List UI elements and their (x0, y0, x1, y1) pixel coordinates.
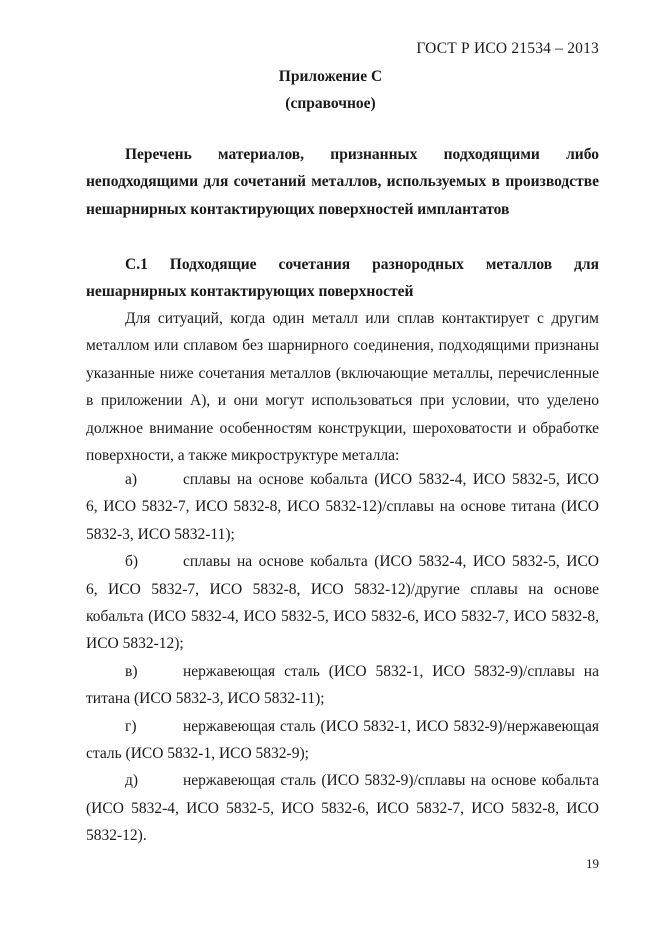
paragraph-line: в приложении А), и они могут использоваться при условии, что уделено (86, 392, 599, 410)
list-marker: в) (125, 662, 138, 680)
section-heading-line: нешарнирных контактирующих поверхностей (86, 283, 414, 301)
list-marker: д) (125, 772, 139, 790)
section-heading-line: С.1 Подходящие сочетания разнородных металлов для (125, 256, 599, 273)
list-item-text: нержавеющая сталь (ИСО 5832-9)/сплавы на основе кобальта (183, 772, 599, 790)
paragraph-line: указанные ниже сочетания металлов (включающие металлы, перечисленные (86, 364, 599, 382)
list-item-text: сталь (ИСО 5832-1, ИСО 5832-9); (86, 744, 309, 762)
appendix-subtitle: (справочное) (285, 95, 376, 112)
list-item-text: титана (ИСО 5832-3, ИСО 5832-11); (86, 690, 325, 708)
list-item (86, 658, 599, 685)
list-item-text: 6, ИСО 5832-7, ИСО 5832-8, ИСО 5832-12)/другие сплавы на основе (86, 580, 599, 598)
list-item (86, 767, 599, 794)
paragraph-line: должное внимание особенностям конструкции, шероховатости и обработке (86, 419, 599, 437)
page-number: 19 (586, 856, 599, 871)
list-item-text: сплавы на основе кобальта (ИСО 5832-4, ИСО 5832-5, ИСО (183, 471, 599, 488)
list-marker: б) (125, 553, 139, 571)
heading-line: нешарнирных контактирующих поверхностей имплантатов (86, 200, 510, 218)
list-item (86, 713, 599, 740)
list-marker: г) (125, 717, 137, 735)
list-marker: а) (125, 471, 138, 488)
paragraph-line: Для ситуаций, когда один металл или сплав контактирует с другим (125, 310, 599, 327)
combination-list (86, 466, 599, 849)
list-item-text: нержавеющая сталь (ИСО 5832-1, ИСО 5832-9)/сплавы на (183, 662, 599, 680)
heading-line: Перечень материалов, признанных подходящими либо (125, 146, 599, 163)
list-item-text: ИСО 5832-12); (86, 635, 184, 653)
list-item-text: нержавеющая сталь (ИСО 5832-1, ИСО 5832-9)/нержавеющая (183, 717, 599, 735)
paragraph-line: поверхности, а также микроструктуре металла: (86, 446, 400, 464)
appendix-heading (86, 141, 599, 223)
standard-designation: ГОСТ Р ИСО 21534 – 2013 (416, 40, 599, 57)
paragraph-line: металлом или сплавом без шарнирного соединения, подходящими признаны (86, 337, 599, 355)
list-item (86, 548, 599, 575)
section-heading (86, 251, 599, 306)
list-item-text: (ИСО 5832-4, ИСО 5832-5, ИСО 5832-6, ИСО 5832-7, ИСО 5832-8, ИСО (86, 799, 599, 817)
list-item-text: сплавы на основе кобальта (ИСО 5832-4, ИСО 5832-5, ИСО (183, 553, 599, 571)
appendix-title: Приложение С (278, 68, 383, 85)
list-item-text: кобальта (ИСО 5832-4, ИСО 5832-5, ИСО 5832-6, ИСО 5832-7, ИСО 5832-8, (86, 607, 599, 625)
heading-line: неподходящими для сочетаний металлов, используемых в производстве (86, 173, 599, 191)
list-item (86, 466, 599, 493)
list-item-text: 6, ИСО 5832-7, ИСО 5832-8, ИСО 5832-12)/сплавы на основе титана (ИСО (86, 498, 599, 516)
intro-paragraph (86, 305, 599, 469)
list-item-text: 5832-12). (86, 827, 147, 845)
list-item-text: 5832-3, ИСО 5832-11); (86, 525, 235, 543)
